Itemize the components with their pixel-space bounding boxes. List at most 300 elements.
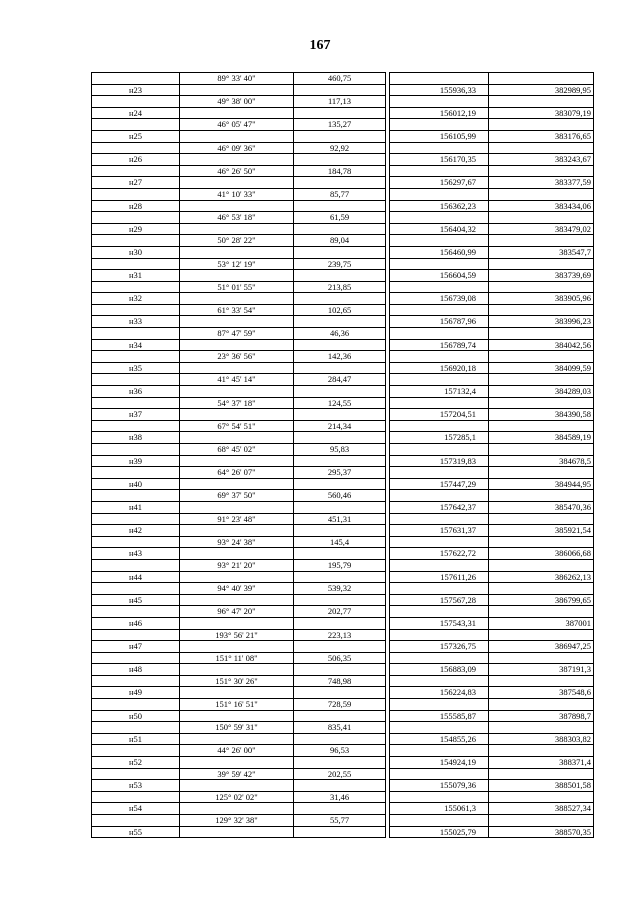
x-coordinate-cell [390, 420, 489, 432]
y-coordinate-cell: 387191,3 [489, 664, 594, 676]
point-name-cell [92, 351, 180, 363]
direction-angle-cell: 54° 37' 18" [180, 397, 294, 409]
direction-angle-cell [180, 130, 294, 142]
distance-cell: 728,59 [294, 699, 386, 711]
y-coordinate-cell [489, 536, 594, 548]
point-row [92, 246, 594, 258]
segment-row [92, 559, 594, 571]
distance-cell: 506,35 [294, 652, 386, 664]
y-coordinate-cell [489, 490, 594, 502]
x-coordinate-cell [390, 606, 489, 618]
y-coordinate-cell [489, 119, 594, 131]
point-row [92, 617, 594, 629]
distance-cell: 95,83 [294, 444, 386, 456]
coordinates-table [91, 72, 594, 838]
direction-angle-cell: 151° 16' 51" [180, 699, 294, 711]
point-name-cell [92, 699, 180, 711]
point-name-cell [92, 583, 180, 595]
distance-cell [294, 154, 386, 166]
point-name-cell [92, 188, 180, 200]
point-row [92, 409, 594, 421]
y-coordinate-cell: 384042,56 [489, 339, 594, 351]
x-coordinate-cell [390, 722, 489, 734]
direction-angle-cell: 89° 33' 40" [180, 73, 294, 85]
distance-cell: 195,79 [294, 559, 386, 571]
y-coordinate-cell [489, 142, 594, 154]
x-coordinate-cell: 154855,26 [390, 733, 489, 745]
distance-cell: 46,36 [294, 328, 386, 340]
point-name-cell: н43 [92, 548, 180, 560]
x-coordinate-cell: 157631,37 [390, 525, 489, 537]
direction-angle-cell [180, 617, 294, 629]
y-coordinate-cell [489, 768, 594, 780]
y-coordinate-cell: 384390,58 [489, 409, 594, 421]
distance-cell [294, 733, 386, 745]
direction-angle-cell: 67° 54' 51" [180, 420, 294, 432]
x-coordinate-cell [390, 304, 489, 316]
point-name-cell: н39 [92, 455, 180, 467]
point-name-cell: н48 [92, 664, 180, 676]
direction-angle-cell: 61° 33' 54" [180, 304, 294, 316]
y-coordinate-cell [489, 583, 594, 595]
y-coordinate-cell [489, 281, 594, 293]
segment-row [92, 397, 594, 409]
y-coordinate-cell: 388570,35 [489, 826, 594, 838]
y-coordinate-cell: 385470,36 [489, 501, 594, 513]
x-coordinate-cell: 157567,28 [390, 594, 489, 606]
x-coordinate-cell [390, 73, 489, 85]
distance-cell: 55,77 [294, 815, 386, 827]
segment-row [92, 815, 594, 827]
x-coordinate-cell: 156362,23 [390, 200, 489, 212]
distance-cell: 85,77 [294, 188, 386, 200]
direction-angle-cell: 46° 53' 18" [180, 212, 294, 224]
point-name-cell [92, 722, 180, 734]
point-name-cell: н24 [92, 107, 180, 119]
direction-angle-cell: 94° 40' 39" [180, 583, 294, 595]
x-coordinate-cell [390, 328, 489, 340]
point-row [92, 733, 594, 745]
point-name-cell: н53 [92, 780, 180, 792]
point-name-cell [92, 652, 180, 664]
y-coordinate-cell: 383176,65 [489, 130, 594, 142]
point-row [92, 154, 594, 166]
x-coordinate-cell [390, 281, 489, 293]
direction-angle-cell: 46° 26' 50" [180, 165, 294, 177]
x-coordinate-cell [390, 374, 489, 386]
distance-cell: 214,34 [294, 420, 386, 432]
point-row [92, 177, 594, 189]
distance-cell [294, 757, 386, 769]
y-coordinate-cell: 384289,03 [489, 386, 594, 398]
x-coordinate-cell [390, 397, 489, 409]
segment-row [92, 768, 594, 780]
y-coordinate-cell: 383905,96 [489, 293, 594, 305]
y-coordinate-cell: 384678,5 [489, 455, 594, 467]
segment-row [92, 304, 594, 316]
x-coordinate-cell [390, 235, 489, 247]
point-name-cell [92, 281, 180, 293]
point-name-cell [92, 745, 180, 757]
direction-angle-cell [180, 733, 294, 745]
point-name-cell [92, 536, 180, 548]
distance-cell [294, 130, 386, 142]
y-coordinate-cell: 388371,4 [489, 757, 594, 769]
point-name-cell [92, 559, 180, 571]
distance-cell [294, 432, 386, 444]
distance-cell [294, 84, 386, 96]
segment-row [92, 513, 594, 525]
x-coordinate-cell: 156883,09 [390, 664, 489, 676]
y-coordinate-cell: 387001 [489, 617, 594, 629]
direction-angle-cell [180, 223, 294, 235]
x-coordinate-cell: 157642,37 [390, 501, 489, 513]
x-coordinate-cell [390, 467, 489, 479]
y-coordinate-cell: 383079,19 [489, 107, 594, 119]
point-name-cell: н51 [92, 733, 180, 745]
direction-angle-cell: 46° 05' 47" [180, 119, 294, 131]
point-name-cell: н25 [92, 130, 180, 142]
direction-angle-cell [180, 687, 294, 699]
distance-cell: 202,77 [294, 606, 386, 618]
point-row [92, 339, 594, 351]
distance-cell: 135,27 [294, 119, 386, 131]
coordinates-table-body [92, 73, 594, 838]
direction-angle-cell [180, 177, 294, 189]
x-coordinate-cell: 157319,83 [390, 455, 489, 467]
y-coordinate-cell [489, 420, 594, 432]
y-coordinate-cell [489, 675, 594, 687]
direction-angle-cell: 96° 47' 20" [180, 606, 294, 618]
segment-row [92, 351, 594, 363]
direction-angle-cell: 53° 12' 19" [180, 258, 294, 270]
point-row [92, 200, 594, 212]
point-row [92, 386, 594, 398]
segment-row [92, 328, 594, 340]
direction-angle-cell: 150° 59' 31" [180, 722, 294, 734]
segment-row [92, 606, 594, 618]
x-coordinate-cell: 155585,87 [390, 710, 489, 722]
direction-angle-cell: 44° 26' 00" [180, 745, 294, 757]
segment-row [92, 420, 594, 432]
y-coordinate-cell [489, 629, 594, 641]
direction-angle-cell: 23° 36' 56" [180, 351, 294, 363]
point-row [92, 664, 594, 676]
x-coordinate-cell: 156170,35 [390, 154, 489, 166]
distance-cell [294, 687, 386, 699]
point-row [92, 107, 594, 119]
point-row [92, 478, 594, 490]
x-coordinate-cell [390, 652, 489, 664]
x-coordinate-cell: 157447,29 [390, 478, 489, 490]
y-coordinate-cell [489, 513, 594, 525]
distance-cell: 451,31 [294, 513, 386, 525]
y-coordinate-cell [489, 791, 594, 803]
page-number: 167 [309, 38, 331, 53]
distance-cell [294, 664, 386, 676]
y-coordinate-cell [489, 258, 594, 270]
x-coordinate-cell: 156460,99 [390, 246, 489, 258]
direction-angle-cell [180, 548, 294, 560]
x-coordinate-cell [390, 258, 489, 270]
x-coordinate-cell [390, 490, 489, 502]
x-coordinate-cell: 157622,72 [390, 548, 489, 560]
point-name-cell: н23 [92, 84, 180, 96]
distance-cell [294, 293, 386, 305]
direction-angle-cell: 51° 01' 55" [180, 281, 294, 293]
x-coordinate-cell [390, 768, 489, 780]
distance-cell [294, 525, 386, 537]
distance-cell [294, 107, 386, 119]
y-coordinate-cell [489, 165, 594, 177]
distance-cell [294, 641, 386, 653]
y-coordinate-cell [489, 188, 594, 200]
point-name-cell [92, 791, 180, 803]
distance-cell [294, 270, 386, 282]
point-name-cell: н40 [92, 478, 180, 490]
segment-row [92, 791, 594, 803]
x-coordinate-cell [390, 629, 489, 641]
point-row [92, 687, 594, 699]
direction-angle-cell [180, 478, 294, 490]
point-row [92, 432, 594, 444]
segment-row [92, 258, 594, 270]
x-coordinate-cell: 156404,32 [390, 223, 489, 235]
distance-cell: 117,13 [294, 96, 386, 108]
segment-row [92, 119, 594, 131]
point-row [92, 826, 594, 838]
segment-row [92, 467, 594, 479]
direction-angle-cell: 151° 30' 26" [180, 675, 294, 687]
x-coordinate-cell: 155079,36 [390, 780, 489, 792]
distance-cell [294, 617, 386, 629]
point-row [92, 84, 594, 96]
segment-row [92, 583, 594, 595]
segment-row [92, 96, 594, 108]
point-row [92, 501, 594, 513]
direction-angle-cell [180, 664, 294, 676]
segment-row [92, 536, 594, 548]
point-name-cell: н37 [92, 409, 180, 421]
y-coordinate-cell [489, 212, 594, 224]
direction-angle-cell [180, 525, 294, 537]
point-name-cell [92, 119, 180, 131]
y-coordinate-cell: 383547,7 [489, 246, 594, 258]
distance-cell [294, 803, 386, 815]
point-name-cell [92, 420, 180, 432]
direction-angle-cell: 93° 24' 38" [180, 536, 294, 548]
point-name-cell [92, 212, 180, 224]
point-row [92, 455, 594, 467]
direction-angle-cell: 193° 56' 21" [180, 629, 294, 641]
direction-angle-cell [180, 409, 294, 421]
direction-angle-cell [180, 107, 294, 119]
point-name-cell [92, 629, 180, 641]
y-coordinate-cell: 383479,02 [489, 223, 594, 235]
point-name-cell: н29 [92, 223, 180, 235]
y-coordinate-cell: 388501,58 [489, 780, 594, 792]
y-coordinate-cell [489, 699, 594, 711]
y-coordinate-cell [489, 722, 594, 734]
y-coordinate-cell: 386947,25 [489, 641, 594, 653]
y-coordinate-cell [489, 467, 594, 479]
y-coordinate-cell [489, 73, 594, 85]
direction-angle-cell [180, 594, 294, 606]
point-name-cell [92, 235, 180, 247]
x-coordinate-cell: 156105,99 [390, 130, 489, 142]
y-coordinate-cell [489, 652, 594, 664]
distance-cell [294, 362, 386, 374]
x-coordinate-cell: 156012,19 [390, 107, 489, 119]
x-coordinate-cell: 156789,74 [390, 339, 489, 351]
direction-angle-cell: 46° 09' 36" [180, 142, 294, 154]
y-coordinate-cell: 383434,06 [489, 200, 594, 212]
point-row [92, 316, 594, 328]
segment-row [92, 281, 594, 293]
segment-row [92, 73, 594, 85]
direction-angle-cell [180, 571, 294, 583]
x-coordinate-cell: 156739,08 [390, 293, 489, 305]
distance-cell [294, 455, 386, 467]
point-name-cell [92, 513, 180, 525]
direction-angle-cell [180, 84, 294, 96]
point-name-cell: н38 [92, 432, 180, 444]
distance-cell: 184,78 [294, 165, 386, 177]
x-coordinate-cell: 157204,51 [390, 409, 489, 421]
segment-row [92, 142, 594, 154]
y-coordinate-cell: 386799,65 [489, 594, 594, 606]
point-name-cell [92, 165, 180, 177]
point-name-cell [92, 815, 180, 827]
point-name-cell: н32 [92, 293, 180, 305]
y-coordinate-cell: 384944,95 [489, 478, 594, 490]
distance-cell: 96,53 [294, 745, 386, 757]
y-coordinate-cell: 386066,68 [489, 548, 594, 560]
y-coordinate-cell [489, 745, 594, 757]
direction-angle-cell: 91° 23' 48" [180, 513, 294, 525]
point-row [92, 803, 594, 815]
point-row [92, 641, 594, 653]
point-row [92, 757, 594, 769]
direction-angle-cell: 68° 45' 02" [180, 444, 294, 456]
point-row [92, 571, 594, 583]
x-coordinate-cell: 156297,67 [390, 177, 489, 189]
y-coordinate-cell: 388303,82 [489, 733, 594, 745]
point-row [92, 548, 594, 560]
point-name-cell: н36 [92, 386, 180, 398]
x-coordinate-cell [390, 188, 489, 200]
distance-cell: 124,55 [294, 397, 386, 409]
distance-cell: 239,75 [294, 258, 386, 270]
y-coordinate-cell [489, 235, 594, 247]
direction-angle-cell [180, 293, 294, 305]
distance-cell: 835,41 [294, 722, 386, 734]
point-name-cell [92, 374, 180, 386]
direction-angle-cell: 69° 37' 50" [180, 490, 294, 502]
direction-angle-cell: 129° 32' 38" [180, 815, 294, 827]
x-coordinate-cell: 156604,59 [390, 270, 489, 282]
distance-cell: 539,32 [294, 583, 386, 595]
distance-cell [294, 478, 386, 490]
x-coordinate-cell [390, 699, 489, 711]
distance-cell: 748,98 [294, 675, 386, 687]
distance-cell: 89,04 [294, 235, 386, 247]
direction-angle-cell [180, 780, 294, 792]
x-coordinate-cell [390, 142, 489, 154]
x-coordinate-cell: 154924,19 [390, 757, 489, 769]
x-coordinate-cell: 155936,33 [390, 84, 489, 96]
point-row [92, 293, 594, 305]
distance-cell [294, 339, 386, 351]
y-coordinate-cell: 383377,59 [489, 177, 594, 189]
y-coordinate-cell [489, 328, 594, 340]
segment-row [92, 188, 594, 200]
y-coordinate-cell [489, 96, 594, 108]
point-name-cell: н50 [92, 710, 180, 722]
x-coordinate-cell [390, 791, 489, 803]
x-coordinate-cell [390, 815, 489, 827]
distance-cell [294, 710, 386, 722]
point-name-cell [92, 328, 180, 340]
distance-cell [294, 571, 386, 583]
point-row [92, 525, 594, 537]
direction-angle-cell [180, 246, 294, 258]
distance-cell: 213,85 [294, 281, 386, 293]
distance-cell [294, 409, 386, 421]
x-coordinate-cell [390, 351, 489, 363]
point-row [92, 594, 594, 606]
distance-cell: 202,55 [294, 768, 386, 780]
distance-cell: 61,59 [294, 212, 386, 224]
x-coordinate-cell: 157543,31 [390, 617, 489, 629]
point-row [92, 223, 594, 235]
distance-cell [294, 246, 386, 258]
distance-cell: 145,4 [294, 536, 386, 548]
y-coordinate-cell: 387898,7 [489, 710, 594, 722]
x-coordinate-cell [390, 536, 489, 548]
distance-cell: 223,13 [294, 629, 386, 641]
direction-angle-cell [180, 432, 294, 444]
x-coordinate-cell: 156224,83 [390, 687, 489, 699]
distance-cell [294, 594, 386, 606]
direction-angle-cell [180, 501, 294, 513]
x-coordinate-cell [390, 583, 489, 595]
direction-angle-cell [180, 826, 294, 838]
direction-angle-cell: 39° 59' 42" [180, 768, 294, 780]
point-name-cell: н28 [92, 200, 180, 212]
y-coordinate-cell: 387548,6 [489, 687, 594, 699]
point-name-cell [92, 96, 180, 108]
segment-row [92, 675, 594, 687]
segment-row [92, 699, 594, 711]
point-name-cell [92, 304, 180, 316]
distance-cell [294, 780, 386, 792]
distance-cell [294, 177, 386, 189]
y-coordinate-cell: 384099,59 [489, 362, 594, 374]
x-coordinate-cell: 156787,96 [390, 316, 489, 328]
y-coordinate-cell: 382989,95 [489, 84, 594, 96]
distance-cell [294, 548, 386, 560]
point-name-cell: н26 [92, 154, 180, 166]
point-name-cell: н31 [92, 270, 180, 282]
direction-angle-cell [180, 455, 294, 467]
distance-cell [294, 386, 386, 398]
distance-cell [294, 826, 386, 838]
segment-row [92, 745, 594, 757]
y-coordinate-cell: 383996,23 [489, 316, 594, 328]
x-coordinate-cell [390, 675, 489, 687]
y-coordinate-cell [489, 606, 594, 618]
